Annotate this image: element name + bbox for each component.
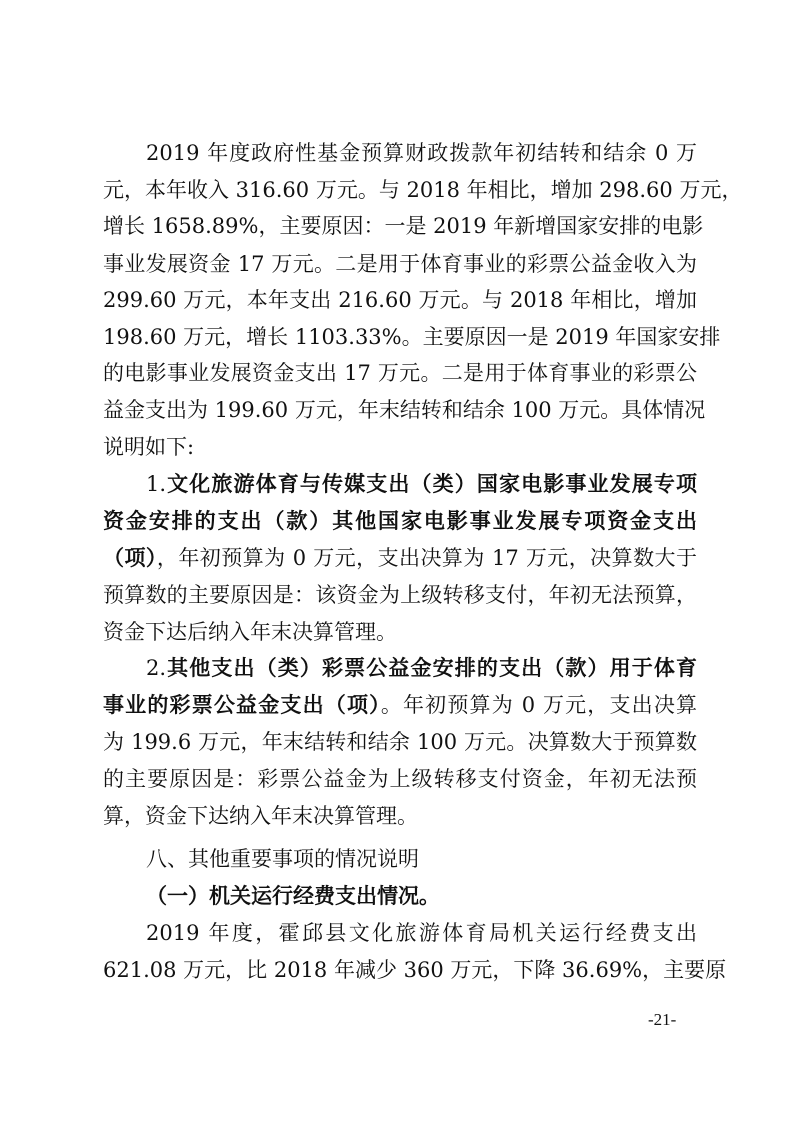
bold-text: （一）机关运行经费支出情况。: [146, 884, 440, 908]
text-segment: 的主要原因是：彩票公益金为上级转移支付资金，年初无法预: [103, 767, 697, 791]
text-line: [103, 580, 697, 610]
bold-text: 资金安排的支出（款）其他国家电影事业发展专项资金支出: [103, 509, 697, 533]
text-segment: 2019 年度，霍邱县文化旅游体育局机关运行经费支出: [146, 921, 697, 945]
text-segment: ，年初预算为 0 万元，支出决算为 17 万元，决算数大于: [156, 546, 697, 570]
text-line: [146, 844, 697, 874]
section-heading: 八、其他重要事项的情况说明: [146, 847, 419, 871]
text-segment: 的电影事业发展资金支出 17 万元。二是用于体育事业的彩票公: [103, 361, 697, 385]
text-segment: 为 199.6 万元，年末结转和结余 100 万元。决算数大于预算数: [103, 730, 697, 754]
text-line: [146, 469, 697, 499]
text-segment: 1.: [146, 472, 167, 496]
text-segment: 2019 年度政府性基金预算财政拨款年初结转和结余 0 万: [146, 141, 697, 165]
page-number: -21-: [648, 1010, 677, 1029]
text-line: [103, 249, 697, 279]
text-segment: 算，资金下达纳入年末决算管理。: [103, 804, 418, 828]
text-segment: 说明如下:: [103, 435, 195, 459]
bold-text: 文化旅游体育与传媒支出（类）国家电影事业发展专项: [166, 472, 697, 496]
text-line: [146, 138, 697, 168]
text-segment: 益金支出为 199.60 万元，年末结转和结余 100 万元。具体情况: [103, 398, 706, 422]
text-segment: 2.: [146, 656, 167, 680]
bold-text: 事业的彩票公益金支出（项）: [103, 693, 381, 717]
text-line: [103, 211, 704, 241]
text-segment: 198.60 万元，增长 1103.33%。主要原因一是 2019 年国家安排: [103, 325, 721, 349]
text-line: [103, 358, 697, 388]
text-segment: 增长 1658.89%，主要原因：一是 2019 年新增国家安排的电影: [103, 214, 704, 238]
text-line: [103, 617, 697, 647]
text-line: [103, 543, 697, 573]
text-line: [146, 918, 697, 948]
text-line: [146, 653, 697, 683]
text-line: [103, 801, 697, 831]
text-line: [103, 690, 697, 720]
text-line: [103, 395, 706, 425]
text-line: [103, 955, 727, 985]
text-line: [103, 285, 697, 315]
text-line: [103, 764, 697, 794]
text-segment: 。年初预算为 0 万元，支出决算: [380, 693, 698, 717]
text-segment: 元，本年收入 316.60 万元。与 2018 年相比，增加 298.60 万元，: [103, 178, 743, 202]
bold-text: 其他支出（类）彩票公益金安排的支出（款）用于体育: [166, 656, 697, 680]
text-segment: 预算数的主要原因是：该资金为上级转移支付，年初无法预算，: [103, 583, 697, 607]
text-segment: 299.60 万元，本年支出 216.60 万元。与 2018 年相比，增加: [103, 288, 697, 312]
text-line: [103, 322, 721, 352]
text-line: [103, 175, 743, 205]
text-line: [103, 727, 697, 757]
text-segment: 事业发展资金 17 万元。二是用于体育事业的彩票公益金收入为: [103, 252, 697, 276]
bold-text: （项）: [103, 546, 157, 570]
text-line: [146, 881, 697, 911]
text-segment: 资金下达后纳入年末决算管理。: [103, 620, 397, 644]
text-line: [103, 432, 697, 462]
text-segment: 621.08 万元，比 2018 年减少 360 万元，下降 36.69%，主要原: [103, 958, 727, 982]
text-line: [103, 506, 697, 536]
